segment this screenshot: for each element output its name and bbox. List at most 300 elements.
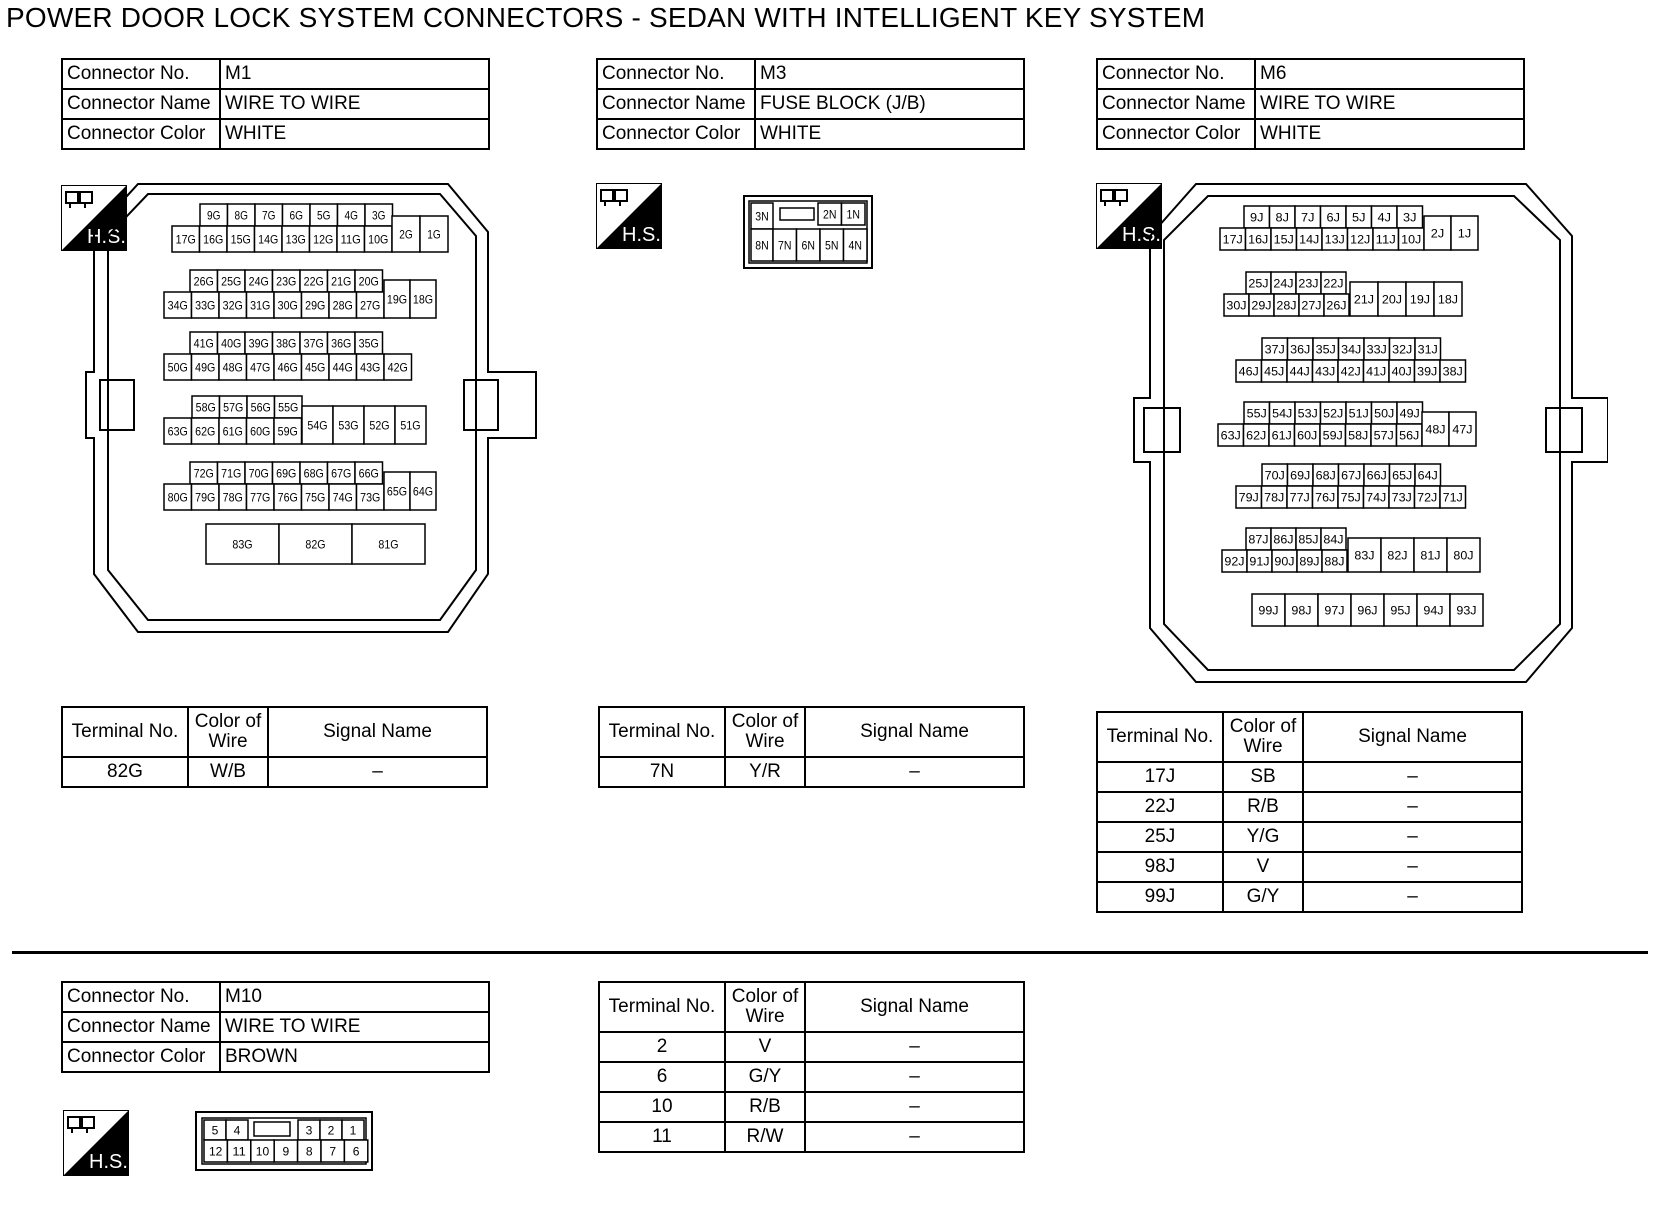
wire-color-cell: R/W <box>725 1122 805 1152</box>
cavity-label: 73G <box>360 490 381 505</box>
terminal-row <box>1097 762 1522 792</box>
wire-color-cell: Y/G <box>1223 822 1303 852</box>
cavity-label: 39G <box>248 336 269 351</box>
cavity-label: 72G <box>193 466 214 481</box>
cavity-label: 60G <box>250 424 271 439</box>
cavity-label: 10J <box>1401 232 1422 247</box>
label-connector-name: Connector Name <box>597 89 755 119</box>
label-connector-no: Connector No. <box>597 59 755 89</box>
cavity-label: 15G <box>230 232 251 247</box>
cavity-label: 5N <box>825 238 839 253</box>
cavity-label: 80G <box>167 490 188 505</box>
cavity-label: 94J <box>1423 603 1444 618</box>
cavity-label: 31G <box>250 298 271 313</box>
terminal-no-cell: 6 <box>599 1062 725 1092</box>
cavity-label: 44G <box>332 360 353 375</box>
terminal-rows <box>1097 762 1522 912</box>
cavity-label: 46J <box>1238 364 1259 379</box>
cavity-label: 83J <box>1354 548 1375 563</box>
cavity-label: 85J <box>1298 532 1319 547</box>
cavity-label: 42G <box>387 360 408 375</box>
cavity-label: 7G <box>262 208 276 223</box>
cavity-label: 44J <box>1289 364 1310 379</box>
cavity-label: 89J <box>1299 554 1320 569</box>
lock-tab <box>780 208 814 220</box>
cavity-label: 50G <box>167 360 188 375</box>
cavity-label: 5 <box>211 1123 219 1138</box>
cavity-label: 8J <box>1275 210 1289 225</box>
cavity-label: 30J <box>1226 298 1247 313</box>
cavity-label: 11J <box>1375 232 1396 247</box>
cavity-label: 8G <box>234 208 248 223</box>
cavity-label: 87J <box>1248 532 1269 547</box>
section-divider <box>12 951 1648 954</box>
cavity-label: 3G <box>372 208 386 223</box>
cavity-label: 70G <box>248 466 269 481</box>
cavity-label: 40J <box>1391 364 1412 379</box>
cavity-label: 66J <box>1366 468 1387 483</box>
cavity-label: 2N <box>823 207 837 222</box>
cavity-label: 49G <box>195 360 216 375</box>
value-connector-no: M1 <box>220 59 489 89</box>
terminal-row <box>599 1062 1024 1092</box>
terminal-row <box>1097 882 1522 912</box>
cavity-label: 19G <box>386 292 408 307</box>
cavity-label: 1G <box>427 227 441 242</box>
cavity-label: 69J <box>1290 468 1311 483</box>
cavity-label: 11 <box>232 1144 247 1159</box>
cavity-label: 46G <box>277 360 298 375</box>
signal-name-cell: – <box>805 1122 1024 1152</box>
label-connector-name: Connector Name <box>62 1012 220 1042</box>
cavity-label: 16J <box>1248 232 1269 247</box>
terminal-row <box>1097 852 1522 882</box>
connector-info-m10 <box>61 981 490 1073</box>
cavity-label: 33G <box>195 298 216 313</box>
cavity-label: 1J <box>1457 226 1472 241</box>
cavity-label: 2 <box>327 1123 335 1138</box>
header-wire-color: Color of Wire <box>1223 712 1303 762</box>
cavity-label: 92J <box>1224 554 1245 569</box>
cavity-label: 4G <box>344 208 358 223</box>
cavity-label: 53J <box>1297 406 1318 421</box>
cavity-label: 50J <box>1374 406 1395 421</box>
cavity-label: 59G <box>277 424 298 439</box>
terminal-rows <box>62 757 487 787</box>
cavity-label: 41G <box>193 336 214 351</box>
signal-name-cell: – <box>268 757 487 787</box>
cavity-label: 19J <box>1409 292 1431 307</box>
cavity-label: 38G <box>276 336 297 351</box>
header-terminal-no: Terminal No. <box>62 707 188 757</box>
cavity-label: 25J <box>1248 276 1269 291</box>
cavity-label: 65G <box>386 484 408 499</box>
cavity-label: 26J <box>1326 298 1347 313</box>
cavity-label: 13J <box>1324 232 1345 247</box>
cavity-label: 51J <box>1348 406 1369 421</box>
cavity-label: 8N <box>755 238 769 253</box>
header-signal-name: Signal Name <box>268 707 487 757</box>
cavity-label: 54J <box>1272 406 1293 421</box>
cavity-label: 98J <box>1291 603 1312 618</box>
connector-info-m6 <box>1096 58 1525 150</box>
cavity-label: 1N <box>846 207 860 222</box>
header-wire-color: Color of Wire <box>725 982 805 1032</box>
cavity-label: 68G <box>303 466 324 481</box>
cavity-label: 76G <box>277 490 298 505</box>
cavity-label: 12G <box>313 232 334 247</box>
cavity-label: 6N <box>801 238 815 253</box>
signal-name-cell: – <box>1303 762 1522 792</box>
cavity-label: 77G <box>250 490 271 505</box>
cavity-label: 54G <box>307 418 328 433</box>
value-connector-color: WHITE <box>1255 119 1524 149</box>
cavity-label: 82J <box>1387 548 1408 563</box>
cavity-label: 17J <box>1222 232 1243 247</box>
cavity-label: 86J <box>1273 532 1294 547</box>
label-connector-no: Connector No. <box>62 982 220 1012</box>
cavity-label: 67J <box>1341 468 1362 483</box>
terminal-no-cell: 98J <box>1097 852 1223 882</box>
value-connector-color: BROWN <box>220 1042 489 1072</box>
cavity-label: 55G <box>278 400 299 415</box>
cavity-label: 75J <box>1340 490 1361 505</box>
cavity-label: 24G <box>248 274 269 289</box>
cavity-label: 97J <box>1324 603 1345 618</box>
label-connector-name: Connector Name <box>1097 89 1255 119</box>
value-connector-name: WIRE TO WIRE <box>220 1012 489 1042</box>
cavity-label: 66G <box>358 466 379 481</box>
cavity-label: 7J <box>1301 210 1315 225</box>
hs-icon <box>596 183 662 249</box>
cavity-label: 56G <box>250 400 271 415</box>
hs-label: H.S. <box>1122 224 1161 246</box>
cavity-label: 12 <box>208 1144 223 1159</box>
cavity-label: 47J <box>1452 422 1473 437</box>
cavity-label: 73J <box>1391 490 1412 505</box>
cavity-label: 51G <box>400 418 421 433</box>
cavity-label: 25G <box>221 274 242 289</box>
cavity-label: 3N <box>755 209 769 224</box>
cavity-label: 35G <box>358 336 379 351</box>
wire-color-cell: Y/R <box>725 757 805 787</box>
cavity-label: 38J <box>1442 364 1463 379</box>
wire-color-cell: V <box>725 1032 805 1062</box>
terminal-row <box>599 757 1024 787</box>
cavity-label: 12J <box>1350 232 1371 247</box>
connector-info-m3 <box>596 58 1025 150</box>
signal-name-cell: – <box>1303 822 1522 852</box>
label-connector-no: Connector No. <box>1097 59 1255 89</box>
cavity-label: 9G <box>207 208 221 223</box>
cavity-label: 4J <box>1377 210 1391 225</box>
cavity-label: 41J <box>1366 364 1387 379</box>
header-terminal-no: Terminal No. <box>599 982 725 1032</box>
cavity-label: 63G <box>167 424 188 439</box>
cavity-label: 18J <box>1437 292 1459 307</box>
cavity-label: 27J <box>1301 298 1322 313</box>
cavity-label: 6 <box>352 1144 360 1159</box>
cavity-label: 48J <box>1425 422 1446 437</box>
cavity-label: 7N <box>778 238 792 253</box>
cavity-label: 77J <box>1289 490 1310 505</box>
connector-face-m6 <box>1130 180 1608 686</box>
cavity-label: 63J <box>1220 428 1241 443</box>
cavity-label: 32J <box>1392 342 1413 357</box>
cavity-label: 78G <box>222 490 243 505</box>
header-signal-name: Signal Name <box>1303 712 1522 762</box>
cavity-label: 23G <box>276 274 297 289</box>
cavity-label: 24J <box>1273 276 1294 291</box>
terminal-no-cell: 11 <box>599 1122 725 1152</box>
cavity-label: 58G <box>195 400 216 415</box>
terminal-no-cell: 2 <box>599 1032 725 1062</box>
cavity-label: 55J <box>1246 406 1267 421</box>
cavity-label: 3J <box>1403 210 1417 225</box>
cavity-label: 6G <box>289 208 303 223</box>
cavity-label: 8 <box>305 1144 313 1159</box>
cavity-label: 95J <box>1390 603 1411 618</box>
cavity-label: 35J <box>1315 342 1336 357</box>
cavity-label: 61G <box>222 424 243 439</box>
value-connector-name: FUSE BLOCK (J/B) <box>755 89 1024 119</box>
cavity-label: 53G <box>338 418 359 433</box>
cavity-label: 30G <box>277 298 298 313</box>
cavity-label: 10G <box>368 232 389 247</box>
cavity-label: 36G <box>331 336 352 351</box>
cavity-label: 58J <box>1348 428 1369 443</box>
value-connector-name: WIRE TO WIRE <box>220 89 489 119</box>
cavity-label: 5G <box>317 208 331 223</box>
cavity-label: 52J <box>1323 406 1344 421</box>
header-signal-name: Signal Name <box>805 707 1024 757</box>
signal-name-cell: – <box>805 1062 1024 1092</box>
signal-name-cell: – <box>805 1092 1024 1122</box>
header-signal-name: Signal Name <box>805 982 1024 1032</box>
cavity-label: 45J <box>1264 364 1285 379</box>
terminal-table-m6 <box>1096 711 1523 913</box>
cavity-label: 78J <box>1264 490 1285 505</box>
terminal-row <box>1097 822 1522 852</box>
cavity-label: 72J <box>1417 490 1438 505</box>
terminal-no-cell: 82G <box>62 757 188 787</box>
header-terminal-no: Terminal No. <box>1097 712 1223 762</box>
cavity-label: 91J <box>1249 554 1270 569</box>
hs-label: H.S. <box>622 224 661 246</box>
terminal-row <box>599 1122 1024 1152</box>
cavity-label: 43J <box>1315 364 1336 379</box>
cavity-label: 37J <box>1264 342 1285 357</box>
cavity-label: 82G <box>305 537 326 552</box>
cavity-label: 96J <box>1357 603 1378 618</box>
hs-icon <box>63 1110 129 1176</box>
terminal-table-m10 <box>598 981 1025 1153</box>
cavity-label: 56J <box>1399 428 1420 443</box>
terminal-no-cell: 17J <box>1097 762 1223 792</box>
cavity-label: 67G <box>331 466 352 481</box>
cavity-label: 11G <box>340 232 361 247</box>
cavity-label: 79J <box>1238 490 1259 505</box>
label-connector-color: Connector Color <box>62 119 220 149</box>
cavity-label: 20G <box>358 274 379 289</box>
cavity-label: 40G <box>221 336 242 351</box>
cavity-label: 4N <box>848 238 862 253</box>
terminal-no-cell: 25J <box>1097 822 1223 852</box>
cavity-label: 62J <box>1246 428 1267 443</box>
cavity-label: 1 <box>349 1123 357 1138</box>
cavity-label: 9 <box>282 1144 290 1159</box>
cavity-label: 52G <box>369 418 390 433</box>
wire-color-cell: R/B <box>725 1092 805 1122</box>
cavity-label: 16G <box>203 232 224 247</box>
cavity-label: 2G <box>399 227 413 242</box>
signal-name-cell: – <box>1303 852 1522 882</box>
cavity-label: 79G <box>195 490 216 505</box>
label-connector-color: Connector Color <box>597 119 755 149</box>
cavity-label: 10 <box>255 1144 270 1159</box>
cavity-label: 84J <box>1323 532 1344 547</box>
cavity-label: 49J <box>1399 406 1420 421</box>
terminal-no-cell: 99J <box>1097 882 1223 912</box>
value-connector-name: WIRE TO WIRE <box>1255 89 1524 119</box>
cavity-label: 29J <box>1251 298 1272 313</box>
terminal-no-cell: 22J <box>1097 792 1223 822</box>
terminal-table-m3 <box>598 706 1025 788</box>
cavity-label: 47G <box>250 360 271 375</box>
cavity-label: 27G <box>360 298 381 313</box>
value-connector-no: M3 <box>755 59 1024 89</box>
cavity-label: 32G <box>222 298 243 313</box>
value-connector-no: M10 <box>220 982 489 1012</box>
terminal-no-cell: 7N <box>599 757 725 787</box>
cavity-label: 5J <box>1352 210 1366 225</box>
cavity-label: 29G <box>305 298 326 313</box>
cavity-label: 14J <box>1299 232 1320 247</box>
cavity-label: 2J <box>1430 226 1445 241</box>
cavity-label: 93J <box>1456 603 1477 618</box>
cavity-label: 37G <box>303 336 324 351</box>
wire-color-cell: SB <box>1223 762 1303 792</box>
cavity-label: 34G <box>167 298 188 313</box>
cavity-label: 13G <box>285 232 306 247</box>
value-connector-no: M6 <box>1255 59 1524 89</box>
terminal-rows <box>599 757 1024 787</box>
cavity-label: 69G <box>276 466 297 481</box>
cavity-label: 62G <box>195 424 216 439</box>
cavity-label: 21J <box>1353 292 1375 307</box>
cavity-label: 14G <box>258 232 279 247</box>
terminal-row <box>599 1032 1024 1062</box>
cavity-label: 33J <box>1366 342 1387 357</box>
cavity-label: 36J <box>1290 342 1311 357</box>
connector-face-m10 <box>194 1110 374 1172</box>
cavity-label: 15J <box>1273 232 1294 247</box>
cavity-label: 57G <box>223 400 244 415</box>
cavity-label: 22G <box>303 274 324 289</box>
connector-info-m1 <box>61 58 490 150</box>
cavity-label: 90J <box>1274 554 1295 569</box>
cavity-label: 57J <box>1373 428 1394 443</box>
connector-face-m3 <box>742 194 874 270</box>
cavity-label: 17G <box>175 232 196 247</box>
terminal-row <box>1097 792 1522 822</box>
cavity-label: 20J <box>1381 292 1403 307</box>
cavity-label: 22J <box>1323 276 1344 291</box>
cavity-label: 59J <box>1322 428 1343 443</box>
lock-tab <box>254 1122 290 1136</box>
cavity-label: 65J <box>1392 468 1413 483</box>
connector-face-m1 <box>80 180 540 636</box>
cavity-label: 80J <box>1453 548 1474 563</box>
terminal-rows <box>599 1032 1024 1152</box>
wire-color-cell: R/B <box>1223 792 1303 822</box>
terminal-row <box>62 757 487 787</box>
cavity-label: 28G <box>332 298 353 313</box>
signal-name-cell: – <box>805 757 1024 787</box>
signal-name-cell: – <box>1303 882 1522 912</box>
cavity-label: 4 <box>233 1123 241 1138</box>
hs-label: H.S. <box>89 1151 128 1173</box>
cavity-label: 23J <box>1298 276 1319 291</box>
signal-name-cell: – <box>1303 792 1522 822</box>
label-connector-name: Connector Name <box>62 89 220 119</box>
cavity-label: 71G <box>221 466 242 481</box>
cavity-label: 60J <box>1297 428 1318 443</box>
cavity-label: 48G <box>222 360 243 375</box>
cavity-label: 71J <box>1442 490 1463 505</box>
cavity-label: 64J <box>1417 468 1438 483</box>
cavity-label: 99J <box>1258 603 1279 618</box>
value-connector-color: WHITE <box>755 119 1024 149</box>
cavity-label: 7 <box>329 1144 337 1159</box>
cavity-label: 75G <box>305 490 326 505</box>
cavity-label: 21G <box>331 274 352 289</box>
label-connector-color: Connector Color <box>62 1042 220 1072</box>
cavity-label: 3 <box>305 1123 313 1138</box>
cavity-label: 31J <box>1417 342 1438 357</box>
cavity-label: 45G <box>305 360 326 375</box>
hs-label: H.S. <box>87 226 126 248</box>
cavity-label: 9J <box>1250 210 1264 225</box>
terminal-no-cell: 10 <box>599 1092 725 1122</box>
cavity-label: 18G <box>412 292 434 307</box>
header-wire-color: Color of Wire <box>725 707 805 757</box>
wire-color-cell: G/Y <box>1223 882 1303 912</box>
cavity-label: 88J <box>1324 554 1345 569</box>
wire-color-cell: V <box>1223 852 1303 882</box>
label-connector-color: Connector Color <box>1097 119 1255 149</box>
cavity-label: 81G <box>378 537 399 552</box>
cavity-label: 81J <box>1420 548 1441 563</box>
cavity-label: 74G <box>332 490 353 505</box>
terminal-row <box>599 1092 1024 1122</box>
header-wire-color: Color of Wire <box>188 707 268 757</box>
cavity-label: 70J <box>1264 468 1285 483</box>
wire-color-cell: G/Y <box>725 1062 805 1092</box>
cavity-label: 28J <box>1276 298 1297 313</box>
cavity-label: 26G <box>193 274 214 289</box>
cavity-label: 61J <box>1271 428 1292 443</box>
wire-color-cell: W/B <box>188 757 268 787</box>
header-terminal-no: Terminal No. <box>599 707 725 757</box>
cavity-label: 64G <box>412 484 434 499</box>
cavity-label: 42J <box>1340 364 1361 379</box>
label-connector-no: Connector No. <box>62 59 220 89</box>
cavity-label: 83G <box>232 537 253 552</box>
cavity-label: 76J <box>1315 490 1336 505</box>
cavity-label: 43G <box>360 360 381 375</box>
page-title: POWER DOOR LOCK SYSTEM CONNECTORS - SEDAN WITH INTELLIGENT KEY SYSTEM <box>6 2 1206 33</box>
